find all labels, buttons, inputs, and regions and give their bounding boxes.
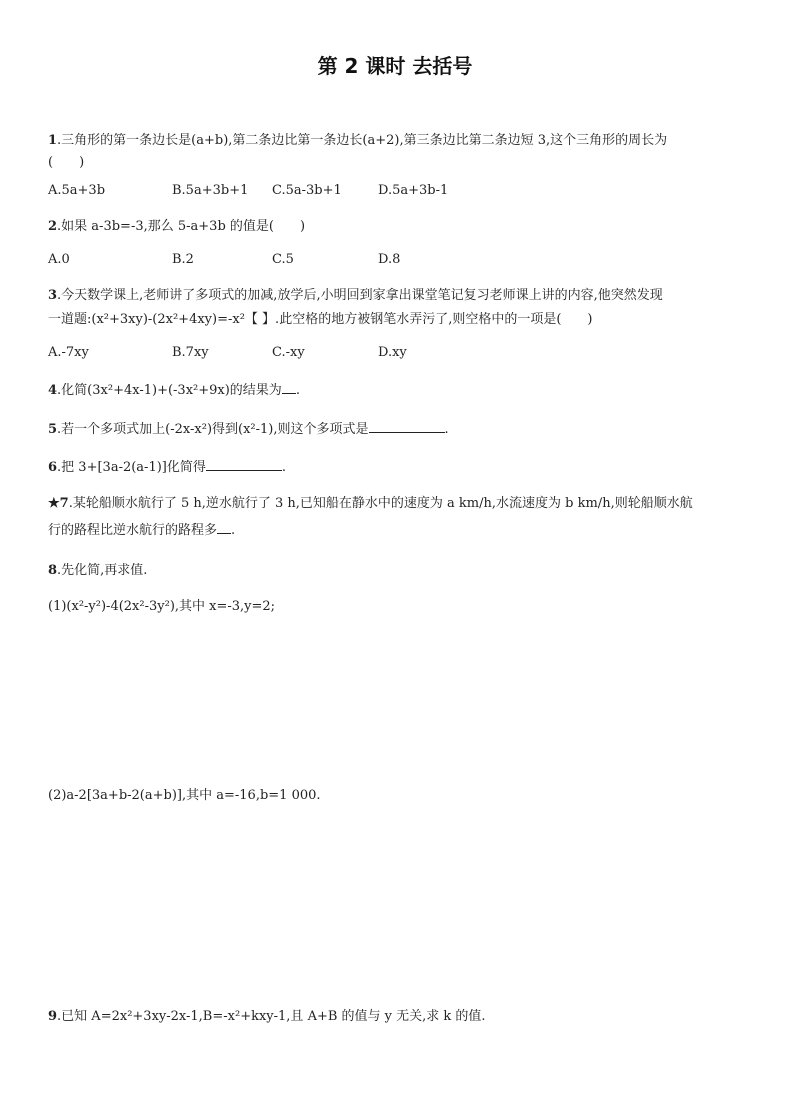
question-text: .今天数学课上,老师讲了多项式的加减,放学后,小明回到家拿出课堂笔记复习老师课上讲的内容,他突然发现	[57, 288, 663, 303]
question-number: 4	[48, 383, 58, 398]
question-number: 2	[48, 219, 58, 234]
question-5	[48, 420, 449, 439]
question-text: .若一个多项式加上(-2x-x²)得到(x²-1),则这个多项式是	[57, 422, 369, 437]
question-8	[48, 562, 147, 580]
question-number: 5	[48, 422, 58, 437]
question-end: .	[231, 523, 236, 538]
option-d: D.5a+3b-1	[378, 183, 449, 198]
option-a: A.5a+3b	[48, 183, 106, 198]
question-number: 9	[48, 1009, 58, 1024]
question-text: .已知 A=2x²+3xy-2x-1,B=-x²+kxy-1,且 A+B 的值与 y 无关,求 k 的值.	[57, 1009, 486, 1024]
question-text: .如果 a-3b=-3,那么 5-a+3b 的值是( )	[57, 219, 306, 234]
question-number: 3	[48, 288, 58, 303]
question-1-bracket: ( )	[48, 155, 85, 170]
question-8-part-1: (1)(x²-y²)-4(2x²-3y²),其中 x=-3,y=2;	[48, 599, 276, 614]
question-end: .	[281, 460, 287, 475]
question-text: 行的路程比逆水航行的路程多	[48, 523, 218, 538]
question-1	[48, 132, 667, 150]
answer-blank[interactable]	[217, 521, 231, 534]
question-4	[48, 381, 300, 400]
answer-blank[interactable]	[206, 458, 282, 471]
question-3-line2: 一道题:(x²+3xy)-(2x²+4xy)=-x²【 】.此空格的地方被钢笔水弄污了,则空格中的一项是( )	[48, 312, 593, 327]
option-d: D.xy	[378, 345, 407, 360]
page-title: 第 2 课时 去括号	[317, 54, 473, 78]
question-9	[48, 1008, 486, 1026]
question-text: .三角形的第一条边长是(a+b),第二条边比第一条边长(a+2),第三条边比第二条边短 3,这个三角形的周长为	[57, 133, 668, 148]
question-7-line2	[48, 521, 235, 540]
question-2	[48, 218, 305, 236]
option-c: C.-xy	[272, 345, 305, 360]
question-3	[48, 287, 663, 305]
option-d: D.8	[378, 252, 401, 267]
question-text: .化简(3x²+4x-1)+(-3x²+9x)的结果为	[57, 383, 282, 398]
question-text: .某轮船顺水航行了 5 h,逆水航行了 3 h,已知船在静水中的速度为 a km/h,水流速度为 b km/h,则轮船顺水航	[68, 496, 693, 511]
option-b: B.2	[172, 252, 194, 267]
answer-blank[interactable]	[282, 381, 296, 394]
option-b: B.5a+3b+1	[172, 183, 249, 198]
option-c: C.5	[272, 252, 294, 267]
question-end: .	[295, 383, 300, 398]
option-a: A.0	[48, 252, 70, 267]
question-text: .先化简,再求值.	[57, 563, 148, 578]
question-6	[48, 458, 286, 477]
option-c: C.5a-3b+1	[272, 183, 342, 198]
question-7	[48, 495, 693, 513]
option-b: B.7xy	[172, 345, 209, 360]
question-number: 6	[48, 460, 58, 475]
question-8-part-2: (2)a-2[3a+b-2(a+b)],其中 a=-16,b=1 000.	[48, 788, 321, 803]
question-end: .	[444, 422, 449, 437]
question-text: .把 3+[3a-2(a-1)]化简得	[57, 460, 206, 475]
question-number: 8	[48, 563, 58, 578]
question-number: ★7	[48, 496, 69, 511]
answer-blank[interactable]	[369, 420, 445, 433]
option-a: A.-7xy	[48, 345, 89, 360]
question-number: 1	[48, 133, 58, 148]
